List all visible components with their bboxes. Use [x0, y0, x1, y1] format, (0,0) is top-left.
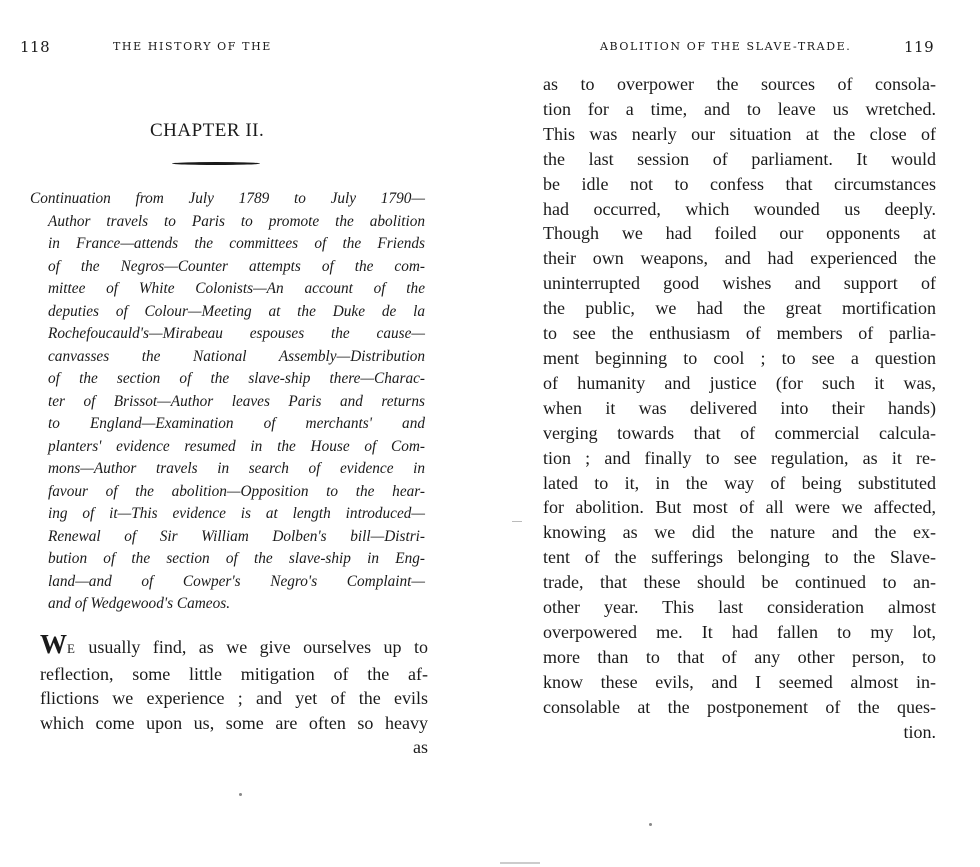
- summary-line: Rochefoucauld's—Mirabeau espouses the cause—: [48, 325, 425, 342]
- summary-line: land—and of Cowper's Negro's Complaint—: [48, 572, 425, 590]
- summary-line: of the section of the slave-ship there—Charac-: [48, 370, 425, 387]
- summary-line: Renewal of Sir William Dolben's bill—Distri-: [48, 527, 425, 545]
- left-running-head: THE HISTORY OF THE: [113, 40, 272, 53]
- body-line: their own weapons, and had experienced the: [543, 248, 936, 269]
- summary-line: favour of the abolition—Opposition to the hear-: [48, 482, 425, 500]
- body-line: reflection, some little mitigation of the af-: [40, 663, 428, 684]
- summary-line: Author travels to Paris to promote the abolition: [48, 212, 425, 230]
- scan-speck: [500, 862, 540, 864]
- body-line: when it was delivered into their hands): [543, 397, 936, 418]
- right-page-number: 119: [904, 38, 935, 56]
- body-line: uninterrupted good wishes and support of: [543, 273, 936, 294]
- body-line: tion ; and finally to see regulation, as it re-: [543, 447, 936, 468]
- left-body-text: [40, 629, 428, 760]
- body-line: the public, we had the great mortification: [543, 298, 936, 319]
- body-line: which come upon us, some are often so heavy: [40, 712, 428, 733]
- summary-line: ing of it—This evidence is at length introduced—: [48, 505, 425, 522]
- body-line: the last session of parliament. It would: [543, 148, 936, 169]
- body-line: overpowered me. It had fallen to my lot,: [543, 621, 936, 642]
- left-page-number: 118: [20, 38, 51, 56]
- summary-line: canvasses the National Assembly—Distribution: [48, 347, 425, 365]
- chapter-ornament-rule: [172, 162, 260, 165]
- body-line: know these evils, and I seemed almost in-: [543, 671, 936, 692]
- catchword: as: [413, 737, 428, 757]
- summary-line: deputies of Colour—Meeting at the Duke de la: [48, 302, 425, 320]
- body-line: knowing as we did the nature and the ex-: [543, 522, 936, 543]
- body-line: lated to it, in the way of being substituted: [543, 472, 936, 493]
- body-line: for abolition. But most of all were we affected,: [543, 497, 936, 518]
- body-line: more than to that of any other person, to: [543, 646, 936, 667]
- body-first-line: [40, 629, 428, 662]
- chapter-summary: [30, 188, 425, 616]
- drop-cap: W: [40, 629, 67, 659]
- summary-line: planters' evidence resumed in the House of Com-: [48, 437, 425, 455]
- body-line: tion for a time, and to leave us wretched.: [543, 98, 936, 119]
- body-line: consolable at the postponement of the ques-: [543, 696, 936, 717]
- summary-line: bution of the section of the slave-ship in Eng-: [48, 550, 425, 567]
- body-line: as to overpower the sources of consola-: [543, 74, 936, 94]
- final-line: tion.: [903, 721, 936, 742]
- summary-line: of the Negros—Counter attempts of the com-: [48, 257, 425, 275]
- chapter-heading: CHAPTER II.: [150, 120, 265, 141]
- body-line: This was nearly our situation at the close of: [543, 123, 936, 144]
- summary-line: and of Wedgewood's Cameos.: [48, 595, 231, 612]
- body-line: Though we had foiled our opponents at: [543, 223, 936, 244]
- scan-speck: [239, 793, 242, 796]
- summary-line: to England—Examination of merchants' and: [48, 415, 425, 432]
- scan-speck: [649, 823, 652, 826]
- body-line: of humanity and justice (for such it was,: [543, 372, 936, 393]
- first-line-text: usually find, as we give ourselves up to: [75, 637, 428, 657]
- body-line: to see the enthusiasm of members of parlia-: [543, 323, 936, 344]
- body-line: ment beginning to cool ; to see a question: [543, 347, 936, 368]
- body-line: verging towards that of commercial calcula-: [543, 422, 936, 443]
- summary-line: Continuation from July 1789 to July 1790—: [30, 190, 425, 207]
- body-line: be idle not to confess that circumstances: [543, 173, 936, 194]
- summary-line: ter of Brissot—Author leaves Paris and returns: [48, 392, 425, 410]
- body-line: other year. This last consideration almost: [543, 597, 936, 618]
- body-line: tent of the sufferings belonging to the Slave-: [543, 547, 936, 568]
- body-line: trade, that these should be continued to an-: [543, 572, 936, 593]
- summary-line: mittee of White Colonists—An account of the: [48, 280, 425, 297]
- right-running-head: ABOLITION OF THE SLAVE-TRADE.: [600, 40, 852, 53]
- summary-line: in France—attends the committees of the Friends: [48, 235, 425, 252]
- body-line: flictions we experience ; and yet of the evils: [40, 688, 428, 708]
- right-body-text: [543, 72, 936, 744]
- scan-speck: [512, 521, 522, 522]
- summary-line: mons—Author travels in search of evidence in: [48, 460, 425, 477]
- body-line: had occurred, which wounded us deeply.: [543, 198, 936, 219]
- small-cap: E: [67, 641, 76, 656]
